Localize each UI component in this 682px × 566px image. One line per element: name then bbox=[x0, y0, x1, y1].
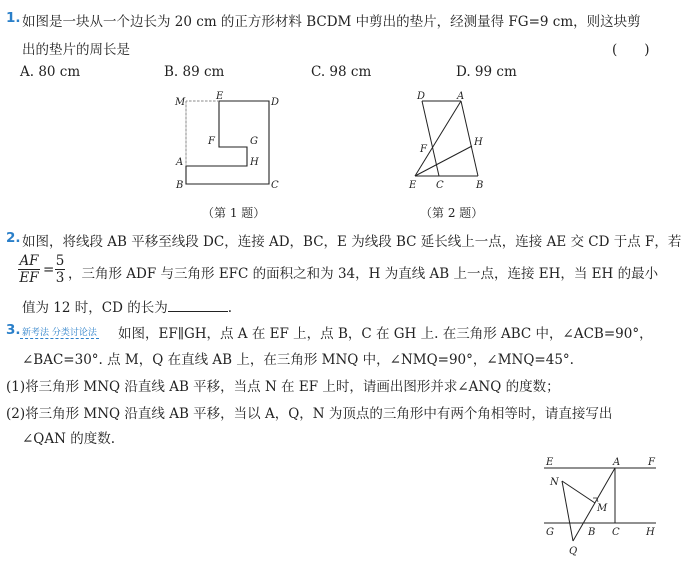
q2-equals: = bbox=[43, 262, 55, 278]
q2-text-line3a: 值为 12 时，CD 的长为 bbox=[22, 300, 168, 316]
fig1-label-f: F bbox=[208, 136, 215, 147]
q2-frac1-den: EF bbox=[19, 270, 39, 286]
fig3-label-e: E bbox=[546, 457, 554, 468]
fig2-label-c: C bbox=[436, 180, 444, 191]
q2-frac1-num: AF bbox=[19, 253, 39, 269]
q1-option-b: B. 89 cm bbox=[164, 64, 225, 80]
q3-badge bbox=[20, 323, 99, 339]
q3-text-line1: 如图，EF∥GH，点 A 在 EF 上，点 B，C 在 GH 上. 在三角形 ABC 中，∠ACB=90°， bbox=[118, 326, 653, 342]
q1-option-c: C. 98 cm bbox=[311, 64, 372, 80]
fig2-label-d: D bbox=[417, 91, 426, 102]
fig1-label-a: A bbox=[176, 157, 184, 168]
q2-fraction-5-3 bbox=[55, 253, 65, 286]
fig1-label-c: C bbox=[271, 180, 279, 191]
figure-1 bbox=[170, 90, 290, 200]
q1-option-d: D. 99 cm bbox=[456, 64, 517, 80]
figure-2 bbox=[406, 90, 496, 200]
fig1-caption: （第 1 题） bbox=[202, 206, 266, 220]
fig3-label-f: F bbox=[648, 457, 655, 468]
q2-text-line1: 如图，将线段 AB 平移至线段 DC，连接 AD，BC，E 为线段 BC 延长线上一点，连接 AE 交 CD 于点 F，若 bbox=[22, 234, 682, 250]
q1-answer-paren: ( ) bbox=[612, 42, 650, 58]
fig3-label-a: A bbox=[613, 457, 621, 468]
fig1-label-d: D bbox=[271, 97, 280, 108]
fig2-label-b: B bbox=[476, 180, 484, 191]
fig2-label-a: A bbox=[457, 91, 465, 102]
fig2-caption: （第 2 题） bbox=[420, 206, 484, 220]
q3-text-line2: ∠BAC=30°. 点 M，Q 在直线 AB 上，在三角形 MNQ 中，∠NMQ=90°，∠MNQ=45°. bbox=[22, 352, 574, 368]
fig1-label-h: H bbox=[250, 157, 259, 168]
q2-number: 2. bbox=[6, 230, 21, 246]
q3-sub2-line2: ∠QAN 的度数. bbox=[22, 431, 116, 447]
q1-number: 1. bbox=[6, 10, 21, 26]
q2-text-line3 bbox=[22, 296, 232, 316]
q3-number: 3. bbox=[6, 322, 21, 338]
fig3-label-n: N bbox=[550, 477, 559, 488]
q2-frac2-num: 5 bbox=[55, 253, 65, 269]
fig2-label-e: E bbox=[409, 180, 417, 191]
q3-sub2-line1: (2)将三角形 MNQ 沿直线 AB 平移，当以 A，Q，N 为顶点的三角形中有两个角相等时，请直接写出 bbox=[6, 406, 613, 422]
fig3-label-b: B bbox=[588, 527, 596, 538]
fig3-label-m: M bbox=[597, 503, 608, 514]
q1-text-line1: 如图是一块从一个边长为 20 cm 的正方形材料 BCDM 中剪出的垫片，经测量得 FG=9 cm，则这块剪 bbox=[22, 14, 641, 30]
fig1-label-g: G bbox=[250, 136, 258, 147]
q3-badge-text: 新考法 分类讨论法 bbox=[20, 325, 99, 339]
q2-answer-blank[interactable] bbox=[168, 299, 228, 312]
q2-frac2-den: 3 bbox=[55, 270, 65, 286]
figure-3 bbox=[536, 448, 676, 560]
fig2-label-h: H bbox=[474, 137, 483, 148]
fig1-label-b: B bbox=[176, 180, 184, 191]
q2-text-line3b: . bbox=[227, 300, 233, 316]
fig1-label-m: M bbox=[175, 97, 186, 108]
q1-text-line2: 出的垫片的周长是 bbox=[22, 42, 130, 58]
fig3-label-h: H bbox=[646, 527, 655, 538]
q1-option-a: A. 80 cm bbox=[20, 64, 81, 80]
q2-text-line2: ，三角形 ADF 与三角形 EFC 的面积之和为 34，H 为直线 AB 上一点，连接 EH，当 EH 的最小 bbox=[68, 266, 659, 282]
fig3-label-g: G bbox=[546, 527, 554, 538]
q2-fraction-af-ef bbox=[18, 253, 40, 286]
fig3-label-q: Q bbox=[569, 546, 578, 557]
q3-sub1: (1)将三角形 MNQ 沿直线 AB 平移，当点 N 在 EF 上时，请画出图形并求∠ANQ 的度数； bbox=[6, 379, 560, 395]
fig1-label-e: E bbox=[216, 91, 224, 102]
fig3-label-c: C bbox=[612, 527, 620, 538]
fig2-label-f: F bbox=[420, 144, 427, 155]
